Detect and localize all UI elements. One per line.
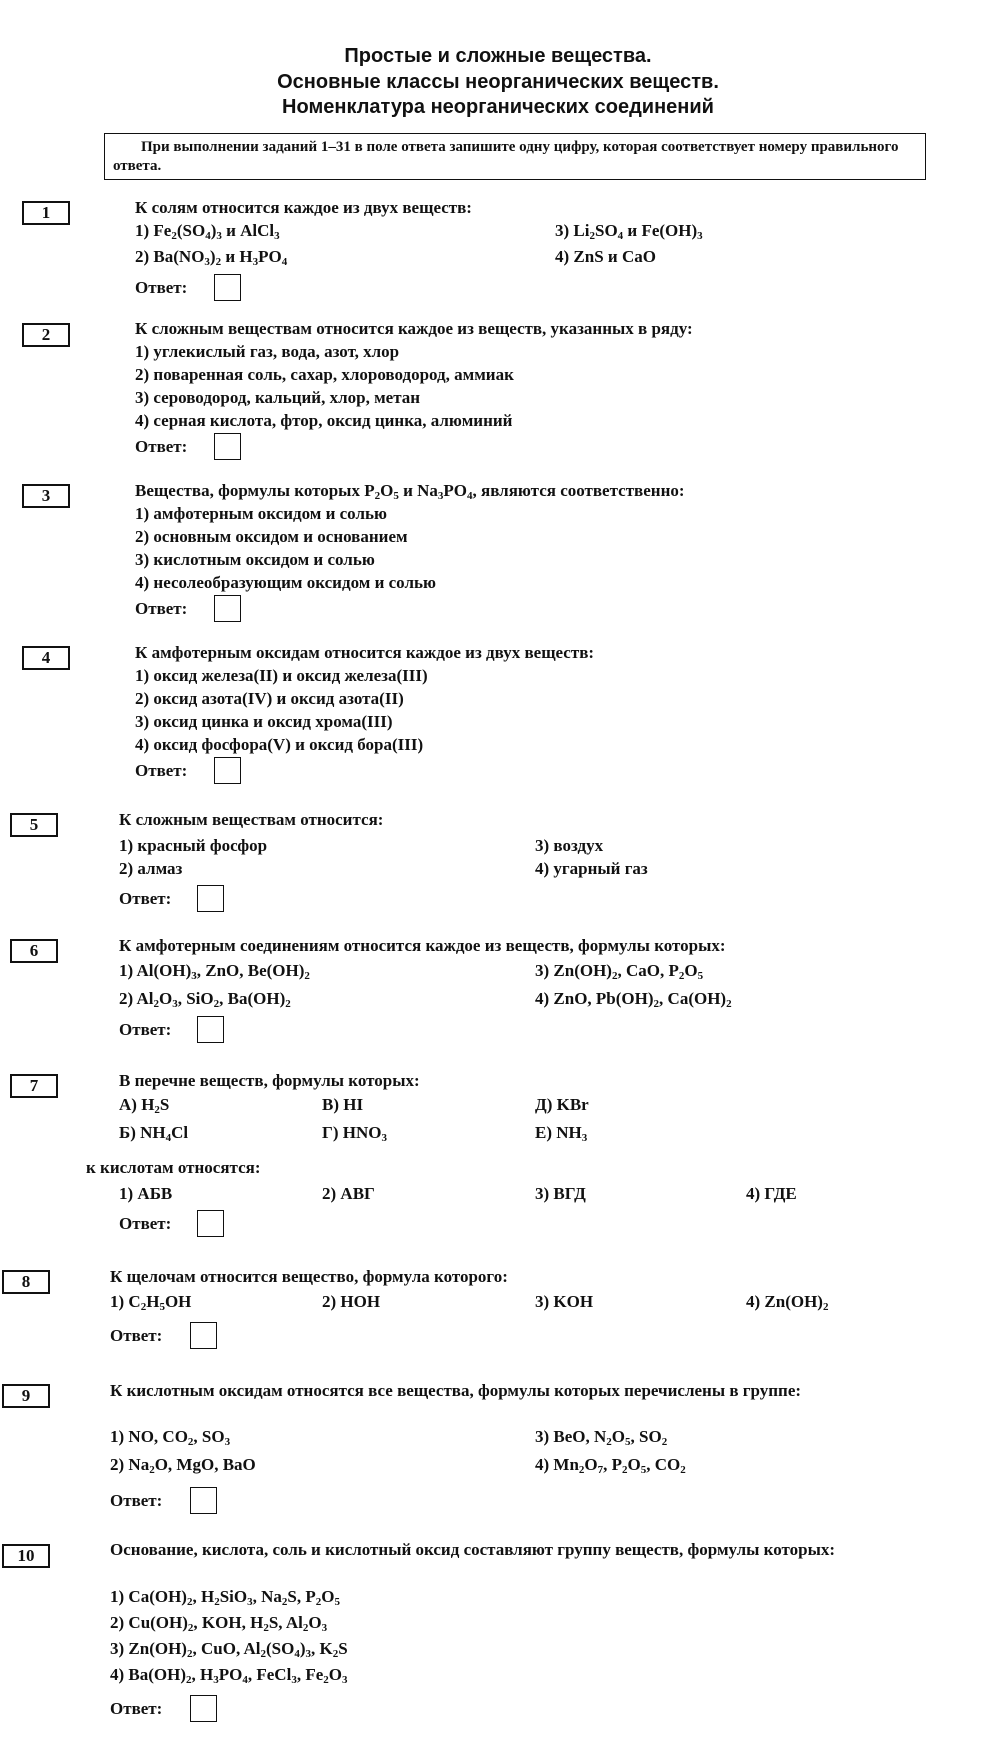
question-text: К солям относится каждое из двух веществ: [135,198,472,217]
substance-d: Д) KBr [535,1095,589,1114]
option-2: 2) $Cu(OH)_2$, KOH, $H_2S$, $Al_2O_3$ [110,1613,328,1634]
answer-box[interactable] [190,1322,217,1349]
answer-box[interactable] [214,274,241,301]
answer-label: Ответ: [119,1214,172,1233]
option-3: 3) $Zn(OH)_2$, CuO, $Al_2(SO_4)_3$, $K_2S$ [110,1639,348,1660]
question-text: К кислотным оксидам относятся все вещества, формулы которых перечислены в группе: [110,1381,802,1400]
question-text: К щелочам относится вещество, формула которого: [110,1267,508,1286]
option-1: 1) $Ca(OH)_2$, $H_2SiO_3$, $Na_2S$, $P_2O_5$ [110,1587,340,1608]
option-2: 2) АВГ [322,1184,375,1203]
option-1: 1) красный фосфор [119,836,268,855]
substance-a: А) $H_2S$ [119,1095,170,1116]
option-1: 1) $C_2H_5OH$ [110,1292,192,1313]
question-number: 5 [10,813,58,837]
instruction-box: При выполнении заданий 1–31 в поле ответа запишите одну цифру, которая соответствует номеру правильного ответа. [104,133,926,180]
question-text: К амфотерным соединениям относится каждое из веществ, формулы которых: [119,936,726,955]
page-title-line1: Простые и сложные вещества. [344,45,652,67]
answer-label: Ответ: [135,761,188,780]
option-2: 2) оксид азота(IV) и оксид азота(II) [135,689,404,708]
option-1: 1) углекислый газ, вода, азот, хлор [135,342,400,361]
option-3: 3) $Zn(OH)_2$, CaO, $P_2O_5$ [535,961,704,982]
question-text: К сложным веществам относится: [119,810,384,829]
question-number: 3 [22,484,70,508]
substance-b: Б) $NH_4Cl$ [119,1123,189,1144]
option-4: 4) несолеобразующим оксидом и солью [135,573,436,592]
answer-box[interactable] [190,1695,217,1722]
answer-box[interactable] [197,1210,224,1237]
question-text-continued: к кислотам относятся: [86,1158,261,1177]
option-3: 3) BeO, $N_2O_5$, $SO_2$ [535,1427,668,1448]
page-title-line3: Номенклатура неорганических соединений [282,96,714,118]
option-2: 2) основным оксидом и основанием [135,527,408,546]
question-number: 8 [2,1270,50,1294]
question-number: 9 [2,1384,50,1408]
question-text: Вещества, формулы которых $P_2O_5$ и $Na_3PO_4$, являются соответственно: [135,481,685,502]
substance-v: В) HI [322,1095,364,1114]
option-2: 2) поваренная соль, сахар, хлороводород, аммиак [135,365,514,384]
option-1: 1) NO, $CO_2$, $SO_3$ [110,1427,231,1448]
option-3: 3) сероводород, кальций, хлор, метан [135,388,421,407]
option-1: 1) $Fe_2(SO_4)_3$ и AlCl$_3$ [135,221,280,242]
question-text: Основание, кислота, соль и кислотный оксид составляют группу веществ, формулы которых: [110,1540,836,1559]
answer-label: Ответ: [110,1326,163,1345]
answer-box[interactable] [214,757,241,784]
question-text: К сложным веществам относится каждое из веществ, указанных в ряду: [135,319,693,338]
option-3: 3) $Li_2SO_4$ и $Fe(OH)_3$ [555,221,703,242]
answer-box[interactable] [197,1016,224,1043]
answer-box[interactable] [214,433,241,460]
option-4: 4) ГДЕ [746,1184,797,1203]
option-3: 3) оксид цинка и оксид хрома(III) [135,712,393,731]
option-4: 4) оксид фосфора(V) и оксид бора(III) [135,735,424,754]
question-number: 4 [22,646,70,670]
answer-label: Ответ: [119,889,172,908]
answer-label: Ответ: [119,1020,172,1039]
answer-label: Ответ: [135,278,188,297]
option-4: 4) ZnS и CaO [555,247,656,266]
option-4: 4) $Mn_2O_7$, $P_2O_5$, $CO_2$ [535,1455,686,1476]
option-4: 4) $Zn(OH)_2$ [746,1292,829,1313]
answer-label: Ответ: [135,437,188,456]
question-text: В перечне веществ, формулы которых: [119,1071,420,1090]
option-3: 3) кислотным оксидом и солью [135,550,375,569]
question-number: 2 [22,323,70,347]
option-2: 2) $Na_2O$, MgO, BaO [110,1455,256,1476]
option-2: 2) $Ba(NO_3)_2$ и $H_3PO_4$ [135,247,288,268]
substance-e: Е) $NH_3$ [535,1123,588,1144]
question-number: 1 [22,201,70,225]
option-2: 2) алмаз [119,859,183,878]
question-number: 7 [10,1074,58,1098]
option-1: 1) оксид железа(II) и оксид железа(III) [135,666,428,685]
option-2: 2) HOH [322,1292,381,1311]
substance-g: Г) $HNO_3$ [322,1123,387,1144]
answer-label: Ответ: [110,1491,163,1510]
question-number: 6 [10,939,58,963]
option-4: 4) угарный газ [535,859,648,878]
answer-box[interactable] [197,885,224,912]
option-3: 3) KOH [535,1292,594,1311]
answer-box[interactable] [214,595,241,622]
option-4: 4) серная кислота, фтор, оксид цинка, алюминий [135,411,513,430]
option-3: 3) воздух [535,836,604,855]
option-1: 1) АБВ [119,1184,173,1203]
option-4: 4) $Ba(OH)_2$, $H_3PO_4$, FeCl$_3$, $Fe_2O_3$ [110,1665,348,1686]
option-2: 2) $Al_2O_3$, SiO$_2$, $Ba(OH)_2$ [119,989,291,1010]
option-3: 3) ВГД [535,1184,586,1203]
option-1: 1) амфотерным оксидом и солью [135,504,387,523]
answer-label: Ответ: [110,1699,163,1718]
answer-label: Ответ: [135,599,188,618]
question-number: 10 [2,1544,50,1568]
page-title-line2: Основные классы неорганических веществ. [277,71,719,93]
option-1: 1) $Al(OH)_3$, ZnO, $Be(OH)_2$ [119,961,310,982]
option-4: 4) ZnO, $Pb(OH)_2$, $Ca(OH)_2$ [535,989,732,1010]
answer-box[interactable] [190,1487,217,1514]
question-text: К амфотерным оксидам относится каждое из двух веществ: [135,643,595,662]
